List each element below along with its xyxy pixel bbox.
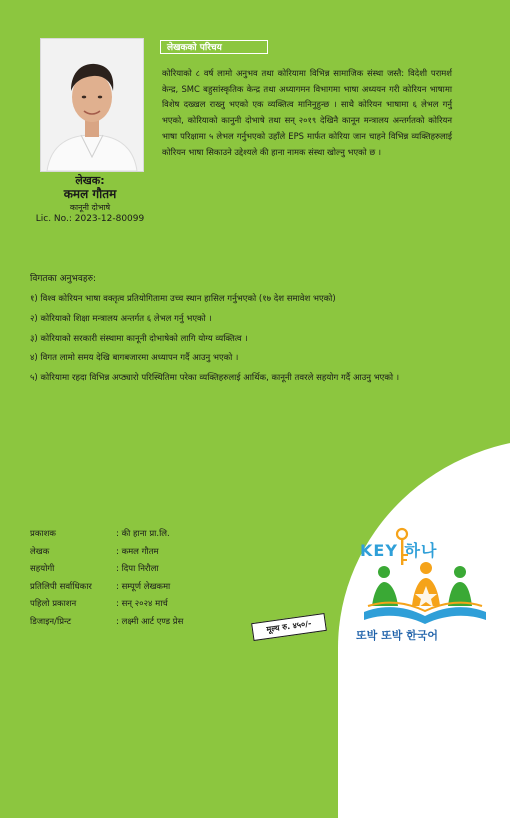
intro-heading: लेखकको परिचय (160, 40, 268, 54)
experience-item: २) कोरियाको शिक्षा मन्त्रालय अन्तर्गत ६ लेभल गर्नु भएको । (30, 313, 212, 324)
logo-title: KEY 하나 (360, 541, 438, 560)
experience-item: १) विश्व कोरियन भाषा वक्तृत्व प्रतियोगितामा उच्च स्थान हासिल गर्नुभएको (१७ देश समावेश भएको) (30, 294, 336, 304)
publication-label: प्रकाशक (30, 529, 56, 539)
author-photo (40, 38, 144, 172)
author-info (20, 174, 160, 225)
publication-value: : की हाना प्रा.लि. (116, 529, 170, 539)
price-stamp: मूल्य रु. ४५०/- (251, 613, 327, 641)
publication-label: सहयोगी (30, 564, 55, 574)
publication-value: : कमल गौतम (116, 546, 159, 557)
publication-label: लेखक (30, 546, 50, 557)
experience-item: ३) कोरियाको सरकारी संस्थामा कानूनी दोभाषेको लागि योग्य व्यक्तित्व । (30, 333, 248, 344)
author-name: कमल गौतम (63, 187, 117, 201)
publication-value: : दिपा निरौला (116, 564, 159, 574)
publication-label: पहिलो प्रकाशन (30, 599, 77, 609)
publication-row (30, 526, 183, 544)
key-hana-logo (350, 520, 500, 670)
publication-details (30, 526, 183, 631)
author-title: कानूनी दोभाषे (69, 203, 111, 212)
intro-paragraph: कोरियाको ८ वर्ष लामो अनुभव तथा कोरियामा विभिन्न सामाजिक संस्था जस्तै: विदेशी परामर्श केन्द्र, SMC बहुसांस्कृतिक केन्द्र तथा अध्यागमन विभागमा भाषा अध्ययन गरी कोरियन भाषामा विशेष दख्खल राख्नु भएको एक व्यक्तित्व मानिनुहुन्छ । साथै कोरियन भाषामा ६ लेभल गर्नु भएको, कोरियाको कानुनी दोभाषे तथा सन् २०१९ देखिनै कानून मन्त्रालय अन्तर्गतको कोरियन भाषा परिक्षामा ५ लेभल गर्नुभएको उहाँले EPS मार्फत कोरिया जान चाहने विभिन्न व्यक्तिहरुलाई कोरियन भाषा सिकाउने उद्देश्यले की हाना नामक संस्था खोल्नु भएको छ । (162, 68, 452, 157)
publication-value: : लक्ष्मी आर्ट एण्ड प्रेस (116, 616, 184, 627)
author-license-number: Lic. No.: 2023-12-80099 (35, 214, 145, 224)
experience-list (30, 292, 470, 391)
publication-row (30, 544, 183, 562)
experience-heading: विगतका अनुभवहरु: (30, 274, 97, 284)
publication-row (30, 614, 183, 632)
experience-item: ५) कोरियामा रहदा विभिन्न अप्ठ्यारो परिस्थितिमा परेका व्यक्तिहरुलाई आर्थिक, कानूनी तवरले सहयोग गर्दै आउनु भएको । (30, 373, 400, 384)
publication-value: : सन् २०२४ मार्च (116, 599, 168, 609)
publication-row (30, 579, 183, 597)
author-portrait-illustration (41, 39, 143, 171)
publication-row (30, 596, 183, 614)
author-role-label: लेखक: (75, 174, 105, 187)
logo-subtitle: 또박 또박 한국어 (356, 629, 439, 642)
experience-item: ४) विगत लामो समय देखि बागबजारमा अध्यापन गर्दै आउनु भएको । (30, 353, 239, 364)
publication-label: डिजाइन/प्रिन्ट (30, 616, 72, 627)
publication-label: प्रतिलिपी सर्वाधिकार (30, 581, 92, 592)
publication-row (30, 561, 183, 579)
publication-value: : सम्पूर्ण लेखकमा (116, 581, 171, 592)
